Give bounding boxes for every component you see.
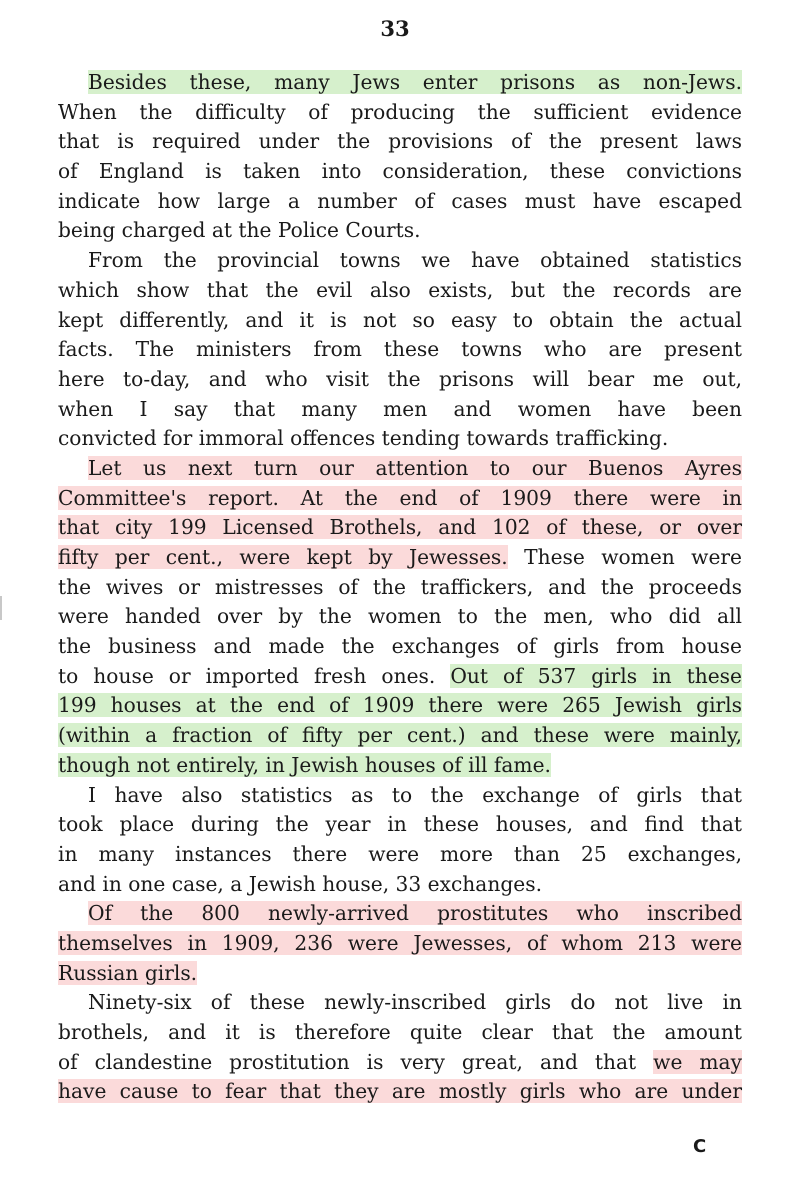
text-segment: when I say that many men and women have been: [58, 396, 742, 421]
highlighted-text: 199 houses at the end of 1909 there were 265 Jewish girls: [58, 693, 742, 718]
text-segment: here to-day, and who visit the prisons will bear me out,: [58, 366, 742, 391]
text-segment: facts. The ministers from these towns who are present: [58, 337, 742, 362]
text-segment: Ninety-six of these newly-inscribed girls do not live in: [88, 990, 742, 1015]
text-segment: took place during the year in these houses, and find that: [58, 812, 742, 837]
text-line: [58, 573, 742, 603]
text-line: [58, 870, 742, 900]
text-line: [58, 602, 742, 632]
highlighted-text: (within a fraction of fifty per cent.) and these were mainly,: [58, 723, 742, 748]
text-line: [58, 632, 742, 662]
text-line: [58, 781, 742, 811]
text-segment: indicate how large a number of cases must have escaped: [58, 188, 742, 213]
text-line: [58, 1018, 742, 1048]
text-segment: From the provincial towns we have obtained statistics: [88, 248, 742, 273]
text-segment: that is required under the provisions of the present laws: [58, 129, 742, 154]
highlighted-text: we may: [653, 1049, 742, 1074]
highlighted-text: have cause to fear that they are mostly girls who are under: [58, 1079, 742, 1104]
text-segment: kept differently, and it is not so easy to obtain the actual: [58, 307, 742, 332]
text-line: [58, 424, 742, 454]
text-line: [58, 335, 742, 365]
margin-mark: [0, 596, 2, 620]
text-segment: and in one case, a Jewish house, 33 exchanges.: [58, 871, 542, 896]
text-segment: When the difficulty of producing the sufficient evidence: [58, 99, 742, 124]
highlighted-text: Russian girls.: [58, 960, 198, 985]
highlighted-text: Besides these, many Jews enter prisons as non-Jews.: [88, 70, 742, 94]
highlighted-text: Out of 537 girls in these: [450, 663, 742, 688]
text-segment: the business and made the exchanges of girls from house: [58, 634, 742, 659]
text-line: [58, 127, 742, 157]
text-segment: in many instances there were more than 25 exchanges,: [58, 841, 742, 866]
text-segment: the wives or mistresses of the traffickers, and the proceeds: [58, 574, 742, 599]
text-line: [58, 543, 742, 573]
text-line: [58, 513, 742, 543]
text-line: [58, 276, 742, 306]
text-line: [58, 1077, 742, 1107]
text-segment: to house or imported fresh ones.: [58, 663, 451, 688]
text-line: [58, 959, 742, 989]
text-line: [58, 929, 742, 959]
text-segment: brothels, and it is therefore quite clear that the amount: [58, 1020, 742, 1044]
highlighted-text: Let us next turn our attention to our Buenos Ayres: [88, 455, 742, 480]
text-segment: being charged at the Police Courts.: [58, 218, 421, 243]
highlighted-text: Committee's report. At the end of 1909 there were in: [58, 485, 742, 510]
text-line: [58, 721, 742, 751]
text-line: [58, 484, 742, 514]
highlighted-text: themselves in 1909, 236 were Jewesses, of whom 213 were: [58, 930, 742, 955]
text-line: [58, 691, 742, 721]
text-segment: which show that the evil also exists, but the records are: [58, 277, 742, 302]
text-line: [58, 751, 742, 781]
text-line: [58, 246, 742, 276]
text-line: [58, 306, 742, 336]
text-line: [58, 98, 742, 128]
text-segment: convicted for immoral offences tending towards trafficking.: [58, 426, 669, 451]
text-line: [58, 840, 742, 870]
text-line: [58, 365, 742, 395]
highlighted-text: though not entirely, in Jewish houses of ill fame.: [58, 752, 551, 777]
text-line: [58, 187, 742, 217]
text-segment: of England is taken into consideration, these convictions: [58, 159, 742, 184]
text-segment: of clandestine prostitution is very great, and that: [58, 1049, 654, 1074]
text-segment: I have also statistics as to the exchange of girls that: [88, 782, 742, 807]
text-line: [58, 216, 742, 246]
text-line: [58, 662, 742, 692]
text-line: [58, 899, 742, 929]
text-line: [58, 68, 742, 98]
signature-letter: C: [693, 1136, 707, 1157]
highlighted-text: fifty per cent., were kept by Jewesses.: [58, 545, 508, 569]
text-line: [58, 157, 742, 187]
highlighted-text: that city 199 Licensed Brothels, and 102 of these, or over: [58, 515, 742, 540]
page-number: 33: [380, 16, 410, 41]
text-segment: were handed over by the women to the men, who did all: [58, 604, 742, 629]
text-line: [58, 1048, 742, 1078]
highlighted-text: Of the 800 newly-arrived prostitutes who inscribed: [88, 901, 742, 926]
text-line: [58, 454, 742, 484]
text-segment: These women were: [507, 545, 742, 569]
text-line: [58, 988, 742, 1018]
text-line: [58, 395, 742, 425]
body-text: [58, 68, 742, 1107]
text-line: [58, 810, 742, 840]
